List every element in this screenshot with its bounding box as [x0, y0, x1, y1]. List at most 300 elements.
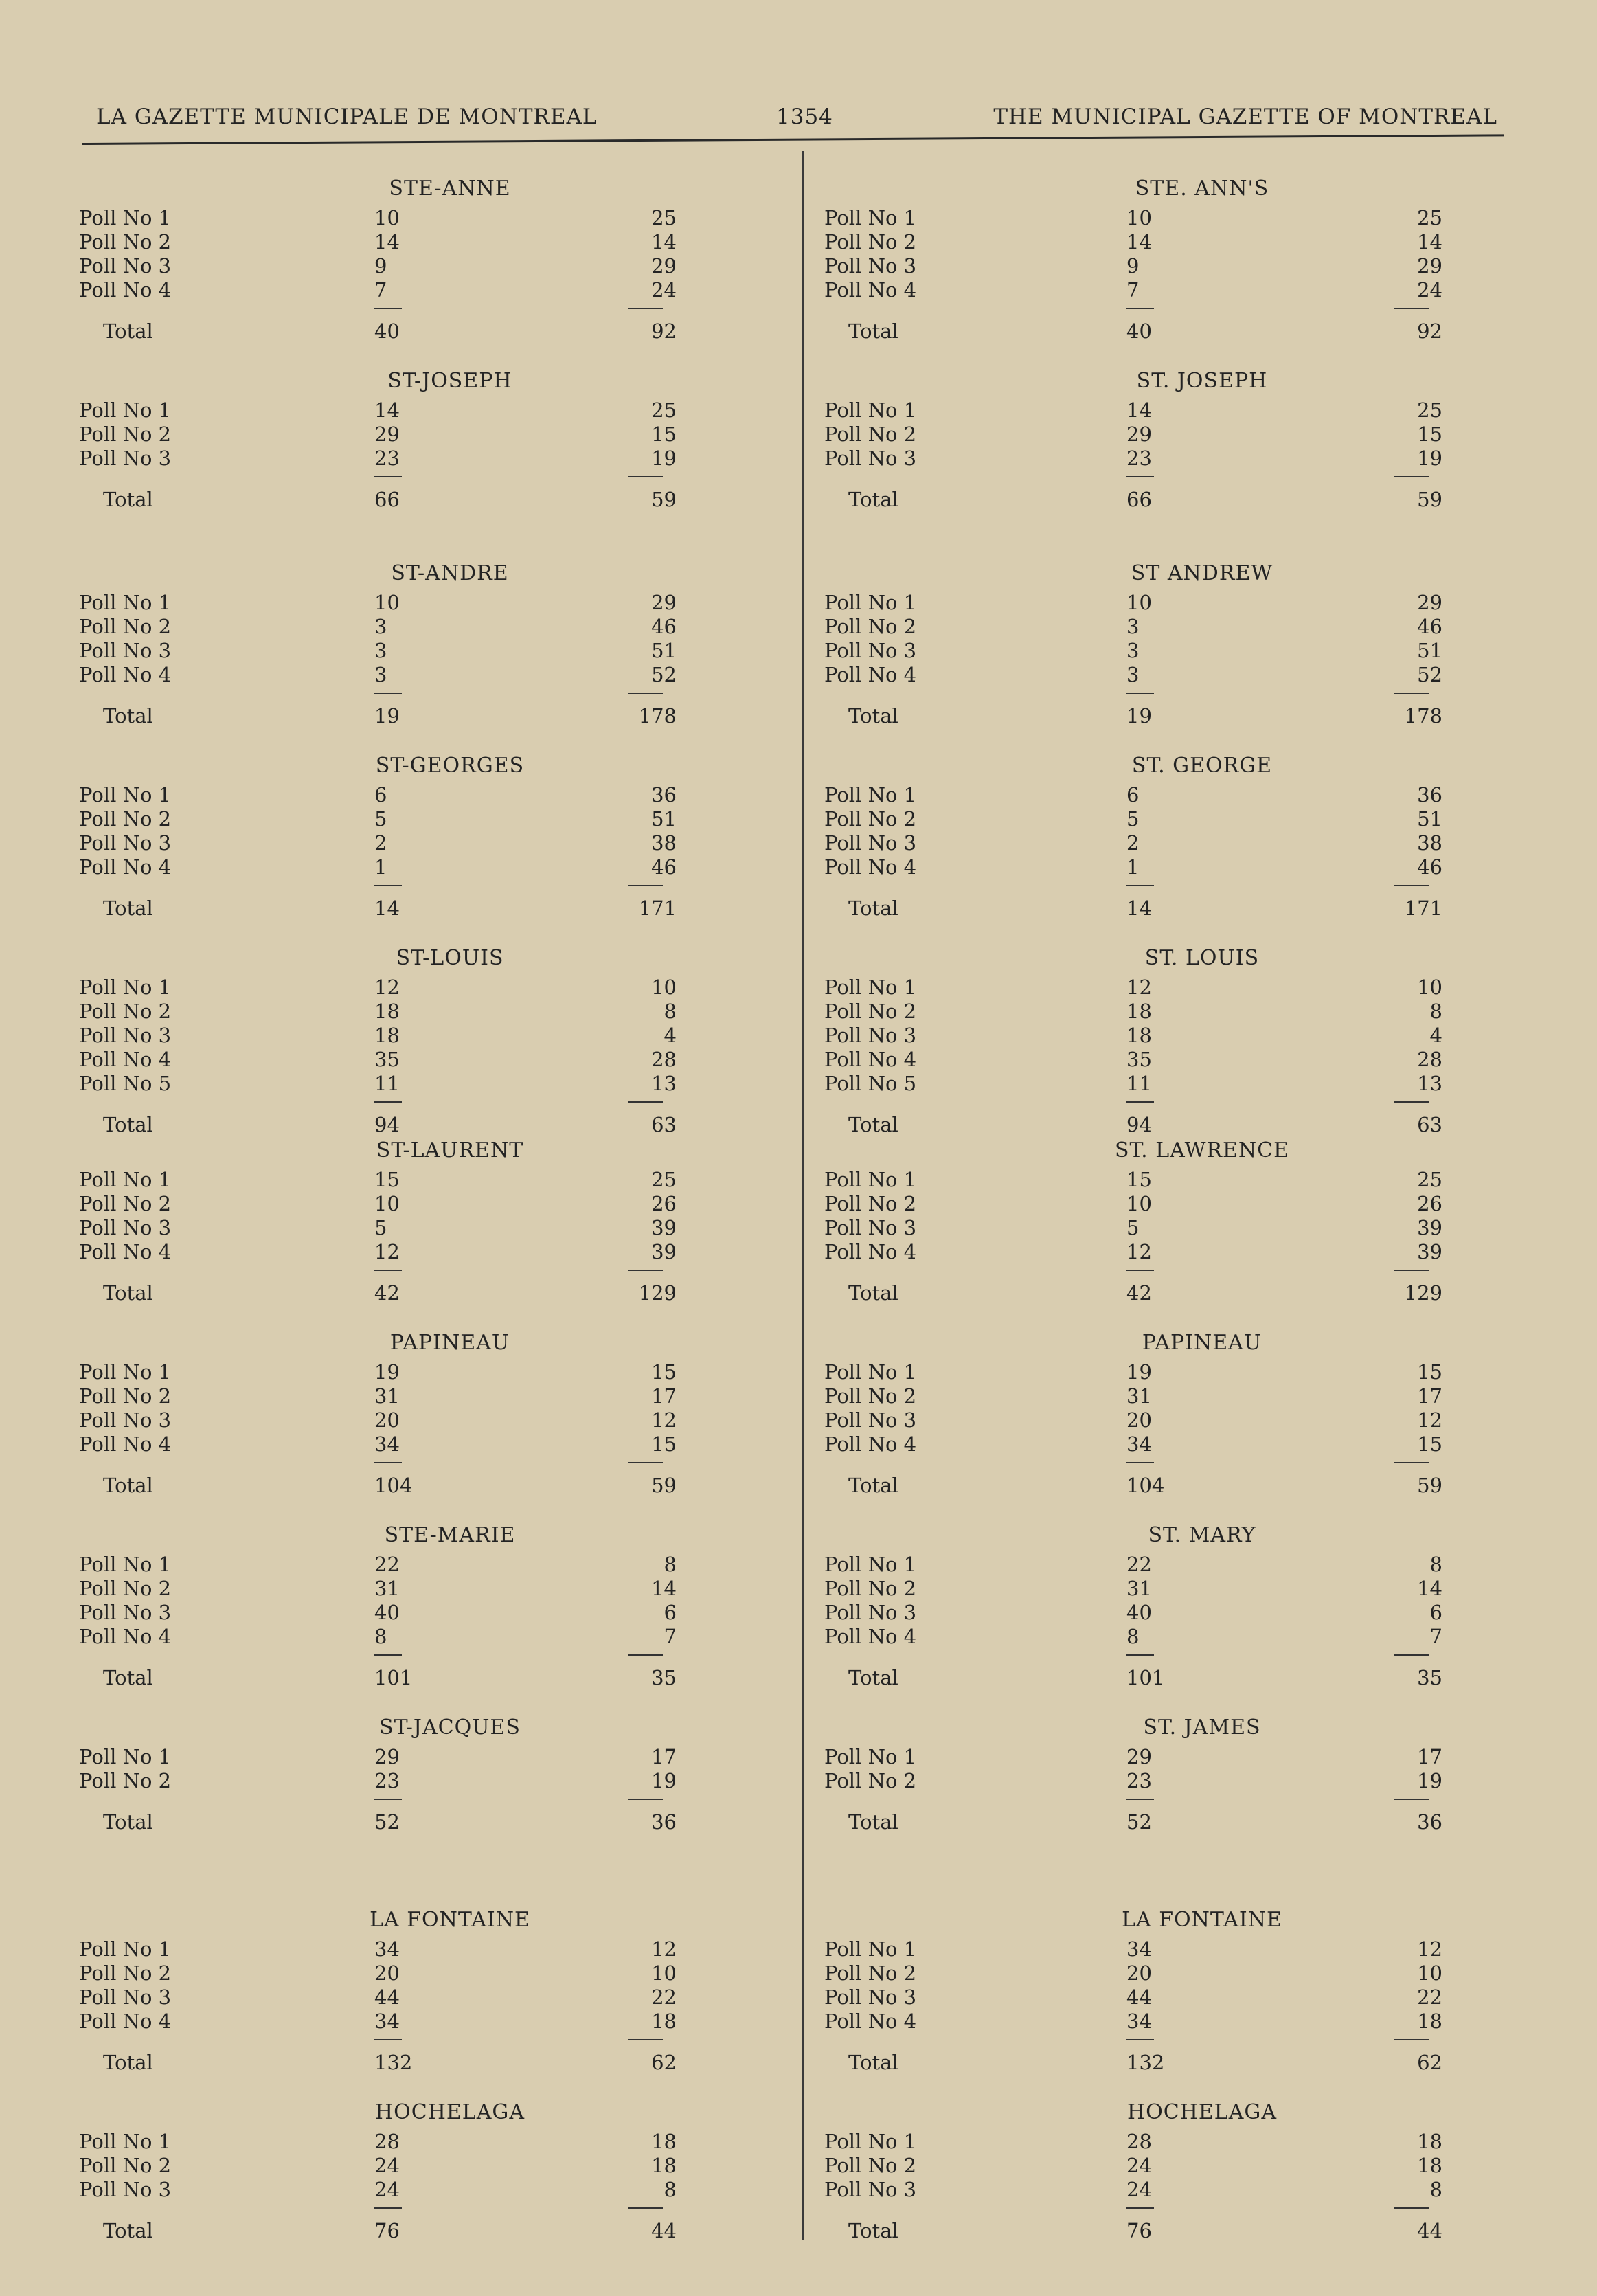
poll-label: Poll No 2 [79, 1769, 172, 1792]
poll-votes-first: 31 [1126, 1384, 1152, 1408]
poll-votes-first: 20 [374, 1408, 400, 1432]
poll-votes-second: 18 [651, 2130, 677, 2153]
poll-label: Poll No 3 [79, 1216, 172, 1239]
total-votes-second: 92 [1417, 319, 1442, 343]
ward-title: ST. MARY [1148, 1523, 1256, 1547]
poll-votes-first: 24 [1126, 2178, 1152, 2201]
poll-votes-second: 17 [651, 1384, 677, 1408]
ward-title: ST-ANDRE [391, 561, 509, 585]
poll-votes-first: 35 [1126, 1048, 1152, 1071]
total-row [79, 1279, 766, 1307]
poll-votes-second: 13 [1417, 1072, 1442, 1095]
poll-votes-first: 44 [374, 1985, 400, 2009]
poll-row [824, 1937, 1511, 1961]
ward-title: ST-JACQUES [379, 1715, 521, 1740]
poll-votes-second: 46 [651, 855, 677, 879]
total-votes-first: 42 [1126, 1281, 1152, 1305]
poll-votes-first: 12 [374, 1240, 400, 1263]
ward-title: ST-LAURENT [376, 1138, 524, 1162]
total-votes-first: 19 [374, 704, 400, 728]
poll-votes-second: 6 [664, 1601, 677, 1624]
poll-votes-second: 25 [651, 398, 677, 422]
total-votes-first: 101 [374, 1666, 413, 1689]
poll-row [824, 2130, 1511, 2154]
poll-label: Poll No 2 [824, 1769, 917, 1792]
sum-rule-second [1394, 1462, 1429, 1463]
total-votes-first: 132 [374, 2051, 413, 2074]
poll-votes-first: 34 [374, 2010, 400, 2033]
poll-row [79, 855, 766, 879]
poll-row [79, 2130, 766, 2154]
poll-label: Poll No 1 [824, 1360, 917, 1384]
poll-label: Poll No 3 [824, 447, 917, 470]
poll-label: Poll No 4 [79, 278, 172, 302]
ward-block [824, 2095, 1511, 2288]
poll-label: Poll No 2 [824, 615, 917, 638]
poll-votes-second: 14 [651, 230, 677, 254]
poll-label: Poll No 1 [824, 976, 917, 999]
poll-label: Poll No 1 [79, 1745, 172, 1768]
poll-votes-second: 12 [651, 1937, 677, 1961]
poll-votes-second: 18 [651, 2154, 677, 2177]
total-label: Total [848, 1810, 898, 1834]
total-votes-second: 36 [651, 1810, 677, 1834]
poll-label: Poll No 3 [824, 2178, 917, 2201]
poll-label: Poll No 4 [824, 1240, 917, 1263]
sum-rules [79, 879, 766, 894]
ward-title: ST. GEORGE [1131, 754, 1273, 778]
sum-rule-first [1126, 1799, 1154, 1800]
sum-rule-first [374, 693, 402, 694]
sum-rule-first [374, 1799, 402, 1800]
ward-block [824, 1711, 1511, 1903]
total-row [824, 894, 1511, 922]
english-column [824, 172, 1511, 2288]
poll-votes-second: 7 [1429, 1625, 1442, 1648]
total-row [79, 317, 766, 345]
poll-row [79, 976, 766, 1000]
sum-rule-first [1126, 885, 1154, 886]
poll-label: Poll No 3 [824, 1408, 917, 1432]
poll-row [824, 447, 1511, 471]
poll-label: Poll No 2 [824, 2154, 917, 2177]
poll-label: Poll No 3 [824, 1601, 917, 1624]
poll-votes-second: 52 [1417, 663, 1442, 686]
poll-votes-second: 51 [651, 639, 677, 662]
poll-row [824, 1625, 1511, 1649]
poll-votes-second: 18 [651, 2010, 677, 2033]
poll-votes-second: 12 [1417, 1937, 1442, 1961]
poll-row [824, 1601, 1511, 1625]
poll-label: Poll No 5 [79, 1072, 172, 1095]
ward-title: STE. ANN'S [1135, 177, 1269, 201]
total-label: Total [848, 704, 898, 728]
poll-label: Poll No 5 [824, 1072, 917, 1095]
poll-votes-second: 38 [651, 831, 677, 855]
poll-votes-second: 19 [1417, 1769, 1442, 1792]
sum-rule-first [374, 1101, 402, 1103]
poll-votes-first: 6 [1126, 783, 1140, 807]
ward-block [824, 1134, 1511, 1326]
poll-row [824, 2178, 1511, 2202]
total-label: Total [103, 488, 153, 511]
poll-votes-first: 34 [1126, 1937, 1152, 1961]
total-votes-second: 44 [1417, 2219, 1442, 2242]
total-label: Total [848, 1113, 898, 1136]
poll-label: Poll No 1 [824, 1937, 917, 1961]
poll-votes-second: 7 [664, 1625, 677, 1648]
poll-votes-second: 25 [1417, 1168, 1442, 1191]
sum-rules [824, 2202, 1511, 2217]
ward-title: ST. LOUIS [1144, 946, 1260, 970]
poll-row [824, 206, 1511, 230]
ward-block [824, 941, 1511, 1134]
sum-rule-second [628, 693, 663, 694]
poll-votes-second: 39 [1417, 1216, 1442, 1239]
sum-rules [824, 1649, 1511, 1664]
sum-rules [824, 2034, 1511, 2049]
poll-votes-second: 19 [1417, 447, 1442, 470]
poll-row [79, 1072, 766, 1096]
poll-row [824, 1408, 1511, 1432]
poll-votes-first: 10 [374, 206, 400, 229]
poll-votes-first: 10 [1126, 206, 1152, 229]
ward-block [79, 2095, 766, 2288]
sum-rule-second [1394, 1101, 1429, 1103]
total-votes-first: 66 [374, 488, 400, 511]
header-english-title: THE MUNICIPAL GAZETTE OF MONTREAL [993, 104, 1497, 129]
total-votes-first: 19 [1126, 704, 1152, 728]
poll-label: Poll No 2 [824, 1961, 917, 1985]
poll-row [824, 1384, 1511, 1408]
poll-row [79, 831, 766, 855]
poll-label: Poll No 2 [824, 1192, 917, 1215]
ward-title: ST. LAWRENCE [1114, 1138, 1290, 1162]
poll-votes-first: 34 [374, 1432, 400, 1456]
poll-label: Poll No 3 [824, 831, 917, 855]
poll-row [824, 591, 1511, 615]
poll-row [824, 807, 1511, 831]
poll-label: Poll No 3 [79, 447, 172, 470]
sum-rule-second [628, 1270, 663, 1271]
poll-votes-first: 18 [1126, 1024, 1152, 1047]
sum-rules [824, 879, 1511, 894]
column-divider [802, 151, 804, 2240]
poll-row [79, 1625, 766, 1649]
total-label: Total [848, 1666, 898, 1689]
poll-row [79, 1360, 766, 1384]
ward-block [79, 556, 766, 749]
total-votes-second: 59 [1417, 488, 1442, 511]
poll-row [824, 254, 1511, 278]
poll-label: Poll No 2 [824, 423, 917, 446]
ward-title: ST-GEORGES [375, 754, 525, 778]
ward-block [79, 1711, 766, 1903]
poll-label: Poll No 3 [824, 1024, 917, 1047]
poll-label: Poll No 2 [824, 1000, 917, 1023]
poll-row [79, 1937, 766, 1961]
poll-votes-first: 29 [374, 1745, 400, 1768]
ward-block [79, 364, 766, 556]
poll-row [824, 278, 1511, 302]
sum-rule-first [1126, 693, 1154, 694]
sum-rule-second [1394, 1654, 1429, 1656]
total-votes-second: 62 [1417, 2051, 1442, 2074]
poll-label: Poll No 1 [824, 1745, 917, 1768]
poll-label: Poll No 2 [824, 230, 917, 254]
poll-label: Poll No 1 [79, 2130, 172, 2153]
ward-block [79, 1134, 766, 1326]
poll-votes-first: 29 [1126, 1745, 1152, 1768]
poll-votes-first: 14 [1126, 230, 1152, 254]
sum-rule-first [374, 2207, 402, 2209]
poll-votes-second: 6 [1429, 1601, 1442, 1624]
sum-rule-second [1394, 308, 1429, 309]
poll-votes-second: 24 [1417, 278, 1442, 302]
total-label: Total [103, 1666, 153, 1689]
sum-rule-second [1394, 2039, 1429, 2040]
poll-votes-second: 29 [651, 591, 677, 614]
poll-votes-second: 25 [1417, 206, 1442, 229]
ward-block [824, 1326, 1511, 1518]
total-votes-second: 62 [651, 2051, 677, 2074]
poll-row [824, 230, 1511, 254]
total-votes-second: 92 [651, 319, 677, 343]
poll-votes-second: 12 [1417, 1408, 1442, 1432]
poll-label: Poll No 3 [79, 1985, 172, 2009]
sum-rule-first [374, 885, 402, 886]
poll-row [824, 639, 1511, 663]
total-votes-second: 35 [1417, 1666, 1442, 1689]
poll-row [824, 1360, 1511, 1384]
poll-votes-first: 12 [1126, 976, 1152, 999]
sum-rule-second [628, 885, 663, 886]
poll-votes-second: 17 [1417, 1745, 1442, 1768]
poll-label: Poll No 2 [824, 1577, 917, 1600]
poll-votes-first: 31 [1126, 1577, 1152, 1600]
poll-label: Poll No 4 [824, 1625, 917, 1648]
poll-votes-first: 10 [374, 591, 400, 614]
poll-votes-second: 8 [1429, 1000, 1442, 1023]
poll-label: Poll No 4 [79, 1432, 172, 1456]
poll-votes-second: 14 [1417, 230, 1442, 254]
poll-row [824, 783, 1511, 807]
poll-votes-first: 8 [1126, 1625, 1140, 1648]
poll-votes-second: 15 [651, 423, 677, 446]
poll-votes-second: 25 [1417, 398, 1442, 422]
poll-votes-second: 19 [651, 1769, 677, 1792]
sum-rules [79, 1793, 766, 1808]
poll-label: Poll No 2 [79, 1384, 172, 1408]
poll-row [79, 1601, 766, 1625]
poll-row [824, 855, 1511, 879]
sum-rule-first [1126, 2207, 1154, 2209]
sum-rule-first [1126, 1462, 1154, 1463]
total-votes-second: 44 [651, 2219, 677, 2242]
poll-label: Poll No 2 [824, 807, 917, 831]
poll-votes-first: 34 [374, 1937, 400, 1961]
poll-row [824, 2154, 1511, 2178]
poll-label: Poll No 3 [824, 254, 917, 278]
poll-votes-first: 3 [374, 663, 387, 686]
ward-title: LA FONTAINE [1122, 1908, 1282, 1932]
poll-votes-second: 29 [651, 254, 677, 278]
poll-label: Poll No 4 [824, 663, 917, 686]
poll-row [79, 1577, 766, 1601]
header-french-title: LA GAZETTE MUNICIPALE DE MONTREAL [96, 104, 598, 129]
poll-votes-second: 24 [651, 278, 677, 302]
total-votes-second: 63 [651, 1113, 677, 1136]
poll-votes-first: 15 [374, 1168, 400, 1191]
sum-rule-first [1126, 1101, 1154, 1103]
total-row [79, 894, 766, 922]
sum-rule-first [374, 308, 402, 309]
poll-votes-first: 3 [374, 615, 387, 638]
total-label: Total [848, 488, 898, 511]
poll-votes-second: 18 [1417, 2154, 1442, 2177]
sum-rules [79, 302, 766, 317]
sum-rules [79, 1649, 766, 1664]
poll-votes-first: 35 [374, 1048, 400, 1071]
poll-votes-first: 31 [374, 1384, 400, 1408]
total-votes-first: 132 [1126, 2051, 1165, 2074]
total-label: Total [103, 2051, 153, 2074]
ward-title: ST. JOSEPH [1136, 369, 1268, 393]
total-row [79, 1664, 766, 1691]
poll-votes-first: 3 [1126, 663, 1140, 686]
poll-votes-second: 39 [651, 1240, 677, 1263]
sum-rule-second [1394, 693, 1429, 694]
page-number: 1354 [776, 104, 833, 129]
poll-row [79, 1769, 766, 1793]
total-row [79, 702, 766, 730]
poll-label: Poll No 4 [79, 2010, 172, 2033]
poll-votes-second: 51 [651, 807, 677, 831]
poll-label: Poll No 1 [824, 206, 917, 229]
ward-title: STE-MARIE [384, 1523, 516, 1547]
total-label: Total [103, 897, 153, 920]
poll-votes-second: 46 [1417, 615, 1442, 638]
poll-row [79, 1961, 766, 1985]
sum-rule-first [1126, 1270, 1154, 1271]
poll-votes-first: 20 [1126, 1961, 1152, 1985]
poll-votes-second: 13 [651, 1072, 677, 1095]
poll-votes-first: 23 [374, 447, 400, 470]
poll-row [79, 615, 766, 639]
poll-label: Poll No 3 [79, 2178, 172, 2201]
poll-votes-first: 14 [1126, 398, 1152, 422]
poll-votes-second: 46 [651, 615, 677, 638]
poll-label: Poll No 1 [79, 398, 172, 422]
total-votes-first: 52 [1126, 1810, 1152, 1834]
poll-row [824, 831, 1511, 855]
total-row [824, 2217, 1511, 2244]
poll-row [79, 1240, 766, 1264]
sum-rule-first [1126, 2039, 1154, 2040]
poll-votes-second: 18 [1417, 2010, 1442, 2033]
total-votes-first: 40 [1126, 319, 1152, 343]
poll-row [79, 783, 766, 807]
poll-label: Poll No 1 [79, 976, 172, 999]
poll-row [824, 1024, 1511, 1048]
total-row [824, 2049, 1511, 2076]
poll-votes-second: 4 [664, 1024, 677, 1047]
total-votes-second: 59 [651, 1474, 677, 1497]
poll-label: Poll No 1 [824, 398, 917, 422]
poll-row [824, 1000, 1511, 1024]
poll-votes-first: 20 [1126, 1408, 1152, 1432]
poll-row [79, 1216, 766, 1240]
poll-votes-first: 34 [1126, 1432, 1152, 1456]
poll-votes-first: 23 [374, 1769, 400, 1792]
poll-votes-first: 1 [1126, 855, 1140, 879]
poll-row [824, 1432, 1511, 1456]
total-votes-first: 94 [1126, 1113, 1152, 1136]
poll-row [824, 1192, 1511, 1216]
poll-row [824, 1168, 1511, 1192]
ward-block [79, 1326, 766, 1518]
poll-row [824, 1745, 1511, 1769]
sum-rule-second [1394, 2207, 1429, 2209]
poll-votes-second: 29 [1417, 254, 1442, 278]
poll-votes-first: 5 [374, 807, 387, 831]
sum-rules [79, 2034, 766, 2049]
poll-label: Poll No 1 [824, 783, 917, 807]
poll-label: Poll No 1 [79, 1937, 172, 1961]
total-votes-first: 14 [1126, 897, 1152, 920]
total-votes-first: 40 [374, 319, 400, 343]
total-votes-second: 171 [1404, 897, 1442, 920]
poll-label: Poll No 4 [79, 855, 172, 879]
poll-votes-second: 14 [651, 1577, 677, 1600]
poll-votes-first: 24 [374, 2178, 400, 2201]
poll-label: Poll No 4 [79, 1048, 172, 1071]
sum-rules [79, 1264, 766, 1279]
poll-votes-second: 36 [1417, 783, 1442, 807]
poll-label: Poll No 2 [79, 1961, 172, 1985]
poll-votes-second: 36 [651, 783, 677, 807]
poll-row [824, 1216, 1511, 1240]
poll-votes-first: 22 [1126, 1553, 1152, 1576]
poll-label: Poll No 4 [824, 855, 917, 879]
poll-label: Poll No 4 [824, 278, 917, 302]
poll-votes-first: 2 [1126, 831, 1140, 855]
poll-votes-second: 15 [651, 1360, 677, 1384]
poll-label: Poll No 1 [824, 1553, 917, 1576]
sum-rule-second [628, 2207, 663, 2209]
poll-votes-first: 6 [374, 783, 387, 807]
total-label: Total [848, 1281, 898, 1305]
sum-rule-second [628, 1462, 663, 1463]
total-votes-second: 129 [1404, 1281, 1442, 1305]
poll-label: Poll No 3 [79, 254, 172, 278]
total-votes-first: 104 [374, 1474, 413, 1497]
total-votes-second: 178 [1404, 704, 1442, 728]
poll-votes-second: 25 [651, 1168, 677, 1191]
total-label: Total [103, 1474, 153, 1497]
total-row [824, 1472, 1511, 1499]
poll-row [824, 1961, 1511, 1985]
poll-row [79, 663, 766, 687]
total-row [79, 2049, 766, 2076]
poll-row [79, 1000, 766, 1024]
sum-rules [79, 687, 766, 702]
sum-rules [79, 471, 766, 486]
sum-rule-second [628, 1799, 663, 1800]
poll-votes-second: 38 [1417, 831, 1442, 855]
total-row [79, 1472, 766, 1499]
poll-votes-second: 22 [651, 1985, 677, 2009]
